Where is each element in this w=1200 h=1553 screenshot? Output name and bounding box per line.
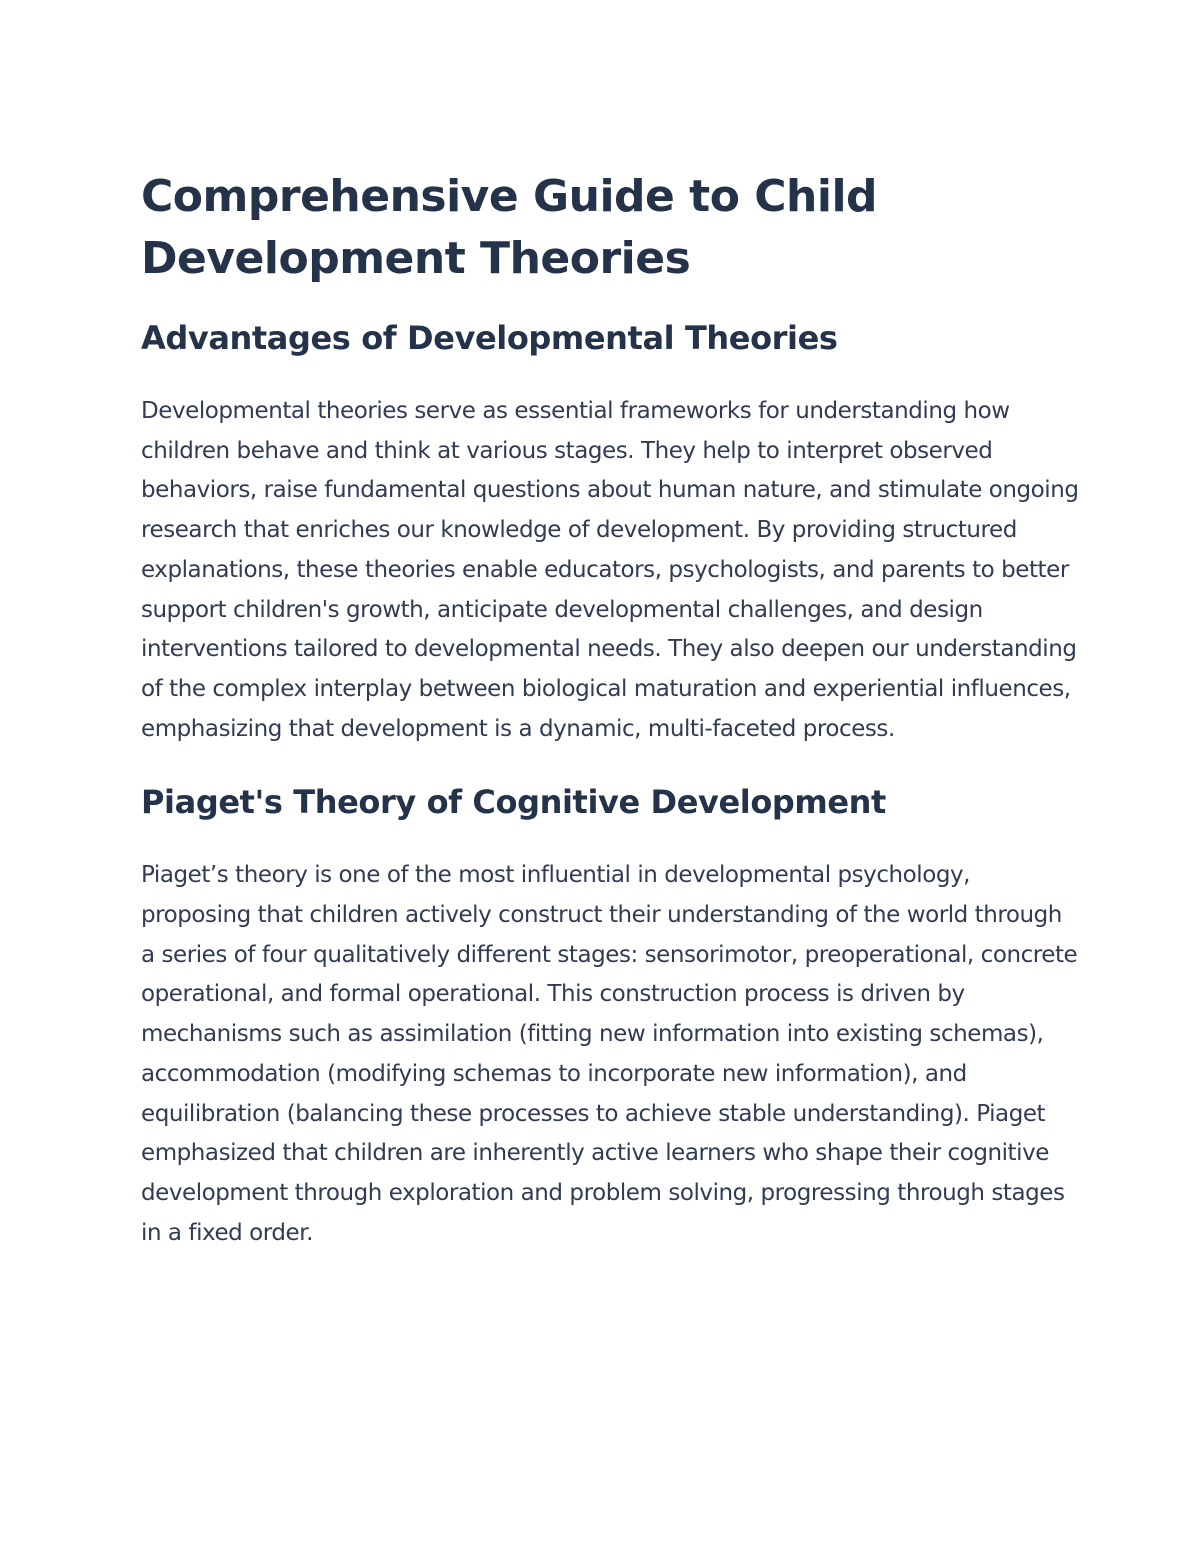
- section-body-piaget: Piaget’s theory is one of the most influential in developmental psychology, proposing that children actively construct their understanding of the world through a series of four qualitatively different stages: sensorimotor, preoperational, concrete operational, and formal operational. This construction process is driven by mechanisms such as assimilation (fitting new information into existing schemas), accommodation (modifying schemas to incorporate new information), and equilibration (balancing these processes to achieve stable understanding). Piaget emphasized that children are inherently active learners who shape their cognitive development through exploration and problem solving, progressing through stages in a fixed order.: [141, 862, 1078, 1246]
- section-advantages: [141, 318, 1081, 749]
- document-page: [141, 166, 1081, 1253]
- section-piaget: [141, 782, 1081, 1253]
- section-heading-piaget: Piaget's Theory of Cognitive Development: [141, 783, 886, 822]
- document-title: Comprehensive Guide to Child Development Theories: [141, 171, 878, 284]
- section-body-advantages: Developmental theories serve as essential frameworks for understanding how children behave and think at various stages. They help to interpret observed behaviors, raise fundamental questions about human nature, and stimulate ongoing research that enriches our knowledge of development. By providing structured explanations, these theories enable educators, psychologists, and parents to better support children's growth, anticipate developmental challenges, and design interventions tailored to developmental needs. They also deepen our understanding of the complex interplay between biological maturation and experiential influences, emphasizing that development is a dynamic, multi-faceted process.: [141, 398, 1079, 742]
- section-heading-advantages: Advantages of Developmental Theories: [141, 319, 838, 357]
